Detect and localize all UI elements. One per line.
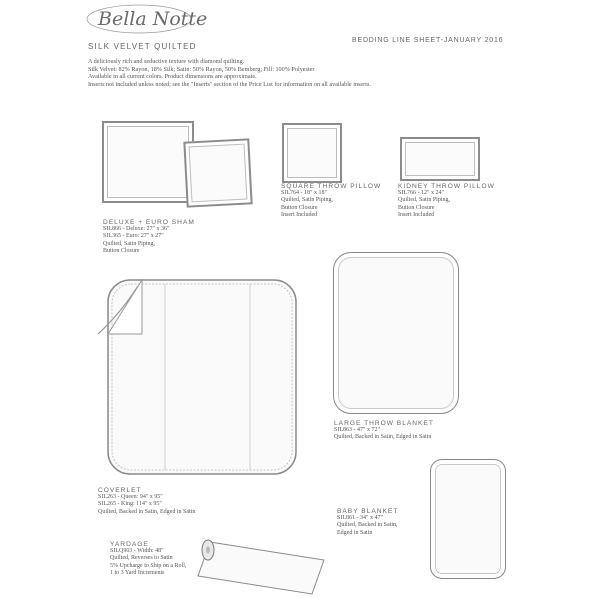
kidney-pillow-spec: Quilted, Satin Piping, bbox=[398, 197, 451, 204]
collection-title: SILK VELVET QUILTED bbox=[88, 42, 197, 51]
square-pillow-spec: Quilted, Satin Piping, bbox=[281, 197, 334, 204]
brand-logo bbox=[84, 2, 208, 36]
large-throw-spec: SIL863 - 47" x 72" bbox=[334, 427, 380, 433]
coverlet-spec: SIL263 - Queen: 94" x 95" bbox=[98, 494, 163, 500]
sham-spec: SIL365 - Euro: 27" x 27" bbox=[103, 233, 164, 240]
brand-name: Bella Notte bbox=[98, 8, 208, 30]
kidney-pillow-spec: SIL766 - 12" x 24" bbox=[398, 190, 444, 196]
large-throw-spec: Quilted, Backed in Satin, Edged in Satin bbox=[334, 434, 432, 441]
sham-spec: Quilted, Satin Piping, bbox=[103, 240, 156, 247]
large-throw-image bbox=[333, 252, 459, 414]
square-pillow-image bbox=[282, 123, 342, 183]
baby-blanket-image bbox=[430, 459, 506, 579]
square-pillow-spec: Button Closure bbox=[281, 204, 318, 211]
euro-sham-image bbox=[183, 138, 252, 207]
sham-label: DELUXE + EURO SHAM bbox=[103, 219, 195, 226]
square-pillow-label: SQUARE THROW PILLOW bbox=[281, 183, 382, 190]
yardage-spec: Quilted, Reverses to Satin bbox=[110, 555, 173, 562]
line-sheet-title: BEDDING LINE SHEET-JANUARY 2016 bbox=[352, 37, 504, 44]
kidney-pillow-spec: Insert Included bbox=[398, 212, 435, 219]
coverlet-spec: Quilted, Backed in Satin, Edged in Satin bbox=[98, 508, 196, 515]
baby-blanket-spec: Quilted, Backed in Satin, bbox=[337, 522, 398, 529]
description-line: Inserts not included unless noted; see the "Inserts" section of the Price List for information on all available inserts. bbox=[88, 80, 371, 88]
square-pillow-spec: SIL764 - 18" x 18" bbox=[281, 190, 327, 196]
yardage-spec: 5% Upcharge to Ship on a Roll, bbox=[110, 562, 187, 569]
yardage-roll-image bbox=[196, 536, 328, 596]
description-line: Available in all current colors. Product dimensions are approximate. bbox=[88, 73, 257, 81]
baby-blanket-spec: Edged in Satin bbox=[337, 529, 373, 536]
coverlet-label: COVERLET bbox=[98, 487, 142, 494]
sham-spec: Button Closure bbox=[103, 248, 140, 255]
kidney-pillow-spec: Button Closure bbox=[398, 204, 435, 211]
deluxe-sham-image bbox=[102, 121, 194, 203]
large-throw-label: LARGE THROW BLANKET bbox=[334, 420, 434, 427]
baby-blanket-label: BABY BLANKET bbox=[337, 508, 399, 515]
baby-blanket-info bbox=[337, 508, 398, 537]
description-line: A deliciously rich and seductive texture with diamond quilting. bbox=[88, 58, 245, 65]
kidney-pillow-label: KIDNEY THROW PILLOW bbox=[398, 183, 495, 190]
square-pillow-spec: Insert Included bbox=[281, 212, 318, 219]
kidney-pillow-image bbox=[400, 137, 480, 181]
large-throw-info bbox=[334, 420, 434, 442]
description-line: Silk Velvet: 82% Rayon, 18% Silk; Satin: 50% Rayon, 50% Bemberg; Fill: 100% Polyester bbox=[88, 65, 315, 73]
yardage-label: YARDAGE bbox=[110, 541, 149, 548]
baby-blanket-spec: SIL861 - 34" x 47" bbox=[337, 515, 383, 521]
yardage-info bbox=[110, 541, 186, 578]
coverlet-image bbox=[90, 274, 300, 480]
description-block bbox=[88, 58, 371, 88]
yardage-spec: SILQ903 - Width: 48" bbox=[110, 548, 164, 554]
coverlet-info bbox=[98, 487, 195, 516]
sham-spec: SIL866 - Deluxe: 27" x 36" bbox=[103, 226, 170, 232]
coverlet-spec: SIL265 - King: 114" x 95" bbox=[98, 501, 162, 508]
sham-info bbox=[103, 219, 195, 256]
yardage-spec: 1 to 3 Yard Increments bbox=[110, 570, 165, 577]
kidney-pillow-info bbox=[398, 183, 495, 220]
square-pillow-info bbox=[281, 183, 381, 220]
